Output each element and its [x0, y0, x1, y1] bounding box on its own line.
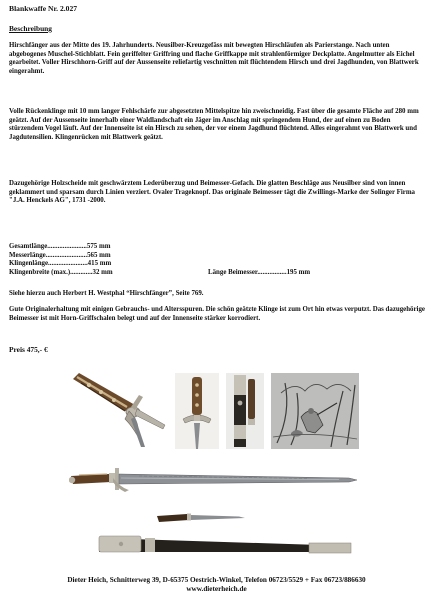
dimension-blade-length: Klingenlänge.......................415 mm — [9, 260, 112, 268]
photo-hilt-closeup — [69, 373, 169, 449]
dimension-total-length: Gesamtlänge.......................575 mm — [9, 243, 111, 250]
description-paragraph-blade: Volle Rückenklinge mit 10 mm langer Fehlschärfe zur abgesetzten Mittelspitze hin zweischneidig. Fast über die gesamte Fläche auf 280 mm geätzt. Auf der Aussenseite innerhalb einer Waldlandschaft ein Jäger im Anschlag mit springendem Hund, der auf einen zu Boden stürzendem Vogel läuft. Auf der Innenseite ist ein Hirsch zu sehen, der vor einem Jagdhund flüchtend. Alles eingerahmt von Blattwerk und Jagdutensilien. Klingenrücken mit Blattwerk geätzt. — [9, 108, 419, 141]
footer-address: Dieter Heich, Schnitterweg 39, D-65375 Oestrich-Winkel, Telefon 06723/5529 + Fax 06723/886630 — [67, 576, 366, 584]
dimension-row — [9, 260, 425, 269]
dimension-blade-width: Klingenbreite (max.).............32 mm — [9, 268, 113, 276]
description-paragraph-scabbard: Dazugehörige Holzscheide mit geschwärztem Lederüberzug und Beimesser-Gefach. Die glatten Beschläge aus Neusilber sind von innen geklammert und sparsam durch Linien verziert. Ovaler Trageknopf. Das originale Beimesser tägt die Zwillings-Marke der Solinger Firma "J.A. Henckels AG", 1731 -2000. — [9, 180, 416, 205]
dimension-row — [9, 252, 425, 261]
literature-reference: Siehe hierzu auch Herbert H. Westphal “Hirschfänger”, Seite 769. — [9, 290, 204, 297]
photo-scabbard-detail — [226, 373, 264, 449]
dimension-knife-length: Messerlänge........................565 mm — [9, 251, 111, 259]
dimension-row — [9, 243, 425, 252]
photo-blade-etching — [271, 373, 359, 449]
condition-paragraph: Gute Originalerhaltung mit einigen Gebrauchs- und Altersspuren. Die schön geätzte Klinge ist zum Ort hin etwas verputzt. Das dazugehörige Beimesser ist mit Horn-Griffschalen belegt und auf der Innenseite stärker korrodiert. — [9, 306, 425, 322]
description-paragraph-hilt: Hirschfänger aus der Mitte des 19. Jahrhunderts. Neusilber-Kreuzgefäss mit bewegten Hirschläufen als Parierstange. Nach unten abgebogenes Muschel-Stichblatt. Fein geriffelter Griffring und flache Griffkappe mit strahlenförmiger Deckplatte. Angelmutter als Eichel gearbeitet. Voller Hirschhorn-Griff auf der Aussenseite reliefartig veschnitten mit flüchtendem Hirsch und drei Jagdhunden, von Blattwerk eingerahmt. — [9, 42, 419, 75]
section-heading: Beschreibung — [9, 24, 52, 33]
footer-website-link[interactable]: www.dieterheich.de — [186, 585, 247, 593]
price-label: Preis 475,- € — [9, 345, 48, 354]
dimensions-list — [9, 243, 425, 277]
item-number-title: Blankwaffe Nr. 2.027 — [9, 4, 78, 13]
photo-full-hunting-sword — [69, 454, 359, 562]
dimension-row — [9, 269, 425, 278]
photo-hilt-front — [175, 373, 219, 449]
dimension-side-knife-length: Länge Beimesser.................195 mm — [208, 268, 311, 276]
